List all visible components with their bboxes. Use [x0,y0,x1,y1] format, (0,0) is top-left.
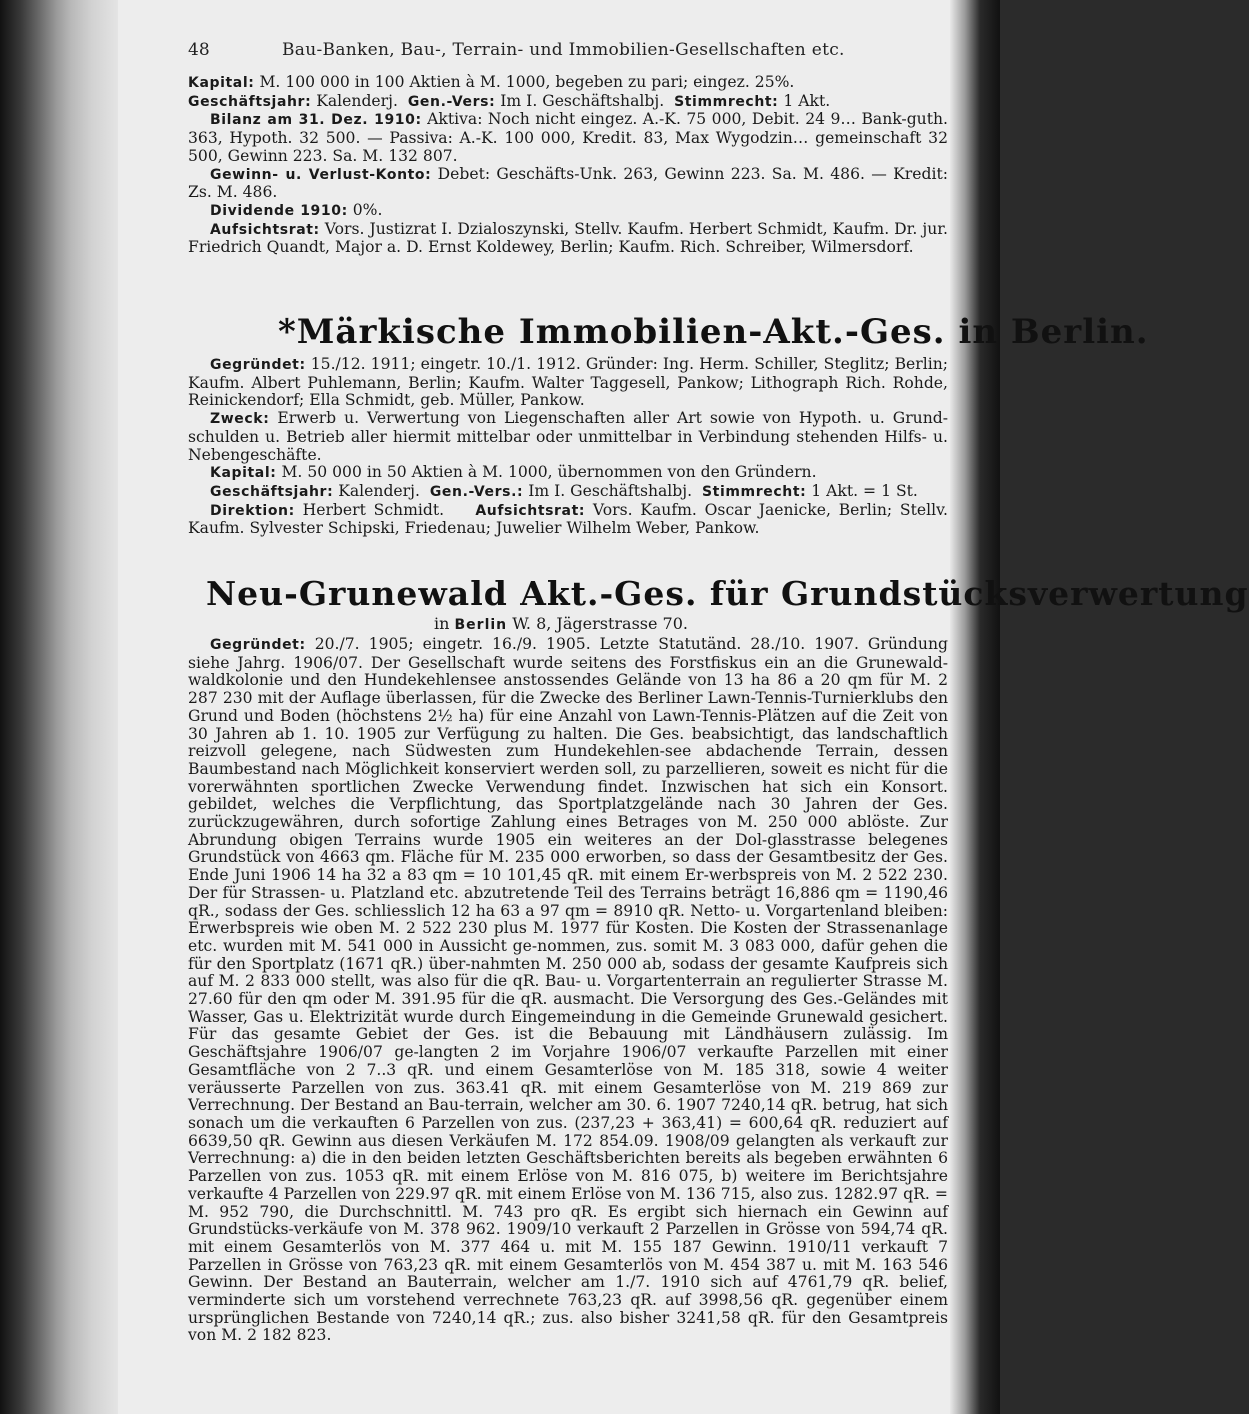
company-address [434,614,688,633]
scan-shadow-right [950,0,1000,1414]
kapital-paragraph [188,464,948,483]
aufsichtsrat-label: Aufsichtsrat: [210,221,320,238]
stimmrecht-label: Stimmrecht: [674,93,779,110]
neu-grunewald-block [188,636,948,1345]
kapital-line [188,74,948,93]
zweck-paragraph [188,410,948,464]
geschaeftsjahr-label: Geschäftsjahr: [188,93,312,110]
genvers-text: Im I. Geschäftshalbj. [500,91,665,110]
running-title: Bau-Banken, Bau-, Terrain- und Immobilien-Gesellschaften etc. [282,40,845,60]
company-history-text: 20./7. 1905; eingetr. 16./9. 1905. Letzte Statutänd. 28./10. 1907. Gründung siehe Jahrg. 1906/07. Der Gesellschaft wurde seitens des Forstfiskus ein an die Grunewald-waldkolonie und den Hundekehlensee anstossendes Gelände von 13 ha 86 a 20 qm für M. 2 287 230 mit der Auflage überlassen, für die Zwecke des Berliner Lawn-Tennis-Turnierklubs den Grund und Boden (höchstens 2½ ha) für eine Anzahl von Lawn-Tennis-Plätzen auf die Zeit von 30 Jahren ab 1. 10. 1905 zur Verfügung zu halten. Die Ges. beabsichtigt, das landschaftlich reizvoll gelegene, nach Südwesten zum Hundekehlen-see abdachende Terrain, dessen Baumbestand nach Möglichkeit konserviert werden soll, zu parzellieren, soweit es nicht für die vorerwähnten sportlichen Zwecke Verwendung findet. Inzwischen hat sich ein Konsort. gebildet, welches die Verpflichtung, das Sportplatzgelände nach 30 Jahren der Ges. zurückzugewähren, durch sofortige Zahlung eines Betrages von M. 250 000 ablöste. Zur Abrundung obigen Terrains wurde 1905 ein weiteres an der Dol-glasstrasse belegenes Grundstück von 4663 qm. Fläche für M. 235 000 erworben, so dass der Gesamtbesitz der Ges. Ende Juni 1906 14 ha 32 a 83 qm = 10 101,45 qR. mit einem Er-werbspreis von M. 2 522 230. Der für Strassen- u. Platzland etc. abzutretende Teil des Terrains beträgt 16,886 qm = 1190,46 qR., sodass der Ges. schliesslich 12 ha 63 a 97 qm = 8910 qR. Netto- u. Vorgartenland bleiben: Erwerbspreis wie oben M. 2 522 230 plus M. 1977 für Kosten. Die Kosten der Strassenanlage etc. wurden mit M. 541 000 in Aussicht ge-nommen, zus. somit M. 3 083 000, dafür gehen die für den Sportplatz (1671 qR.) über-nahmten M. 250 000 ab, sodass der gesamte Kaufpreis sich auf M. 2 833 000 stellt, was also für die qR. Bau- u. Vorgartenterrain an regulierter Strasse M. 27.60 für den qm oder M. 391.95 für die qR. ausmacht. Die Versorgung des Ges.-Geländes mit Wasser, Gas u. Elektrizität wurde durch Eingemeindung in die Gemeinde Grunewald gesichert. Für das gesamte Gebiet der Ges. ist die Bebauung mit Ländhäusern zulässig. Im Geschäftsjahre 1906/07 ge-langten 2 im Vorjahre 1906/07 verkaufte Parzellen mit einer Gesamtfläche von 2 7..3 qR. und einem Gesamterlöse von M. 185 318, sowie 4 weiter veräusserte Parzellen von zus. 363.41 qR. mit einem Gesamterlöse von M. 219 869 zur Verrechnung. Der Bestand an Bau-terrain, welcher am 30. 6. 1907 7240,14 qR. betrug, hat sich sonach um die verkauften 6 Parzellen von zus. (237,23 + 363,41) = 600,64 qR. reduziert auf 6639,50 qR. Gewinn aus diesen Verkäufen M. 172 854.09. 1908/09 gelangten als verkauft zur Verrechnung: a) die in den beiden letzten Geschäftsberichten bereits als begeben erwähnten 6 Parzellen von zus. 1053 qR. mit einem Erlöse von M. 816 075, b) weitere im Berichtsjahre verkaufte 4 Parzellen von 229.97 qR. mit einem Erlöse von M. 136 715, also zus. 1282.97 qR. = M. 952 790, die Durchschnittl. M. 743 pro qR. Es ergibt sich hiernach ein Gewinn auf Grundstücks-verkäufe von M. 378 962. 1909/10 verkauft 2 Parzellen in Grösse von 594,74 qR. mit einem Gesamterlös von M. 377 464 u. mit M. 155 187 Gewinn. 1910/11 verkauft 7 Parzellen in Grösse von 763,23 qR. mit einem Gesamterlös von M. 454 387 u. mit M. 163 546 Gewinn. Der Bestand an Bauterrain, welcher am 1./7. 1910 sich auf 4761,79 qR. belief, verminderte sich um vorstehend verrechnete 763,23 qR. auf 3998,56 qR. gegenüber einem ursprünglichen Bestande von 7240,14 qR.; zus. also bisher 3241,58 qR. für den Gesamtpreis von M. 2 182 823. [188,635,948,1345]
company-title-maerkische: *Märkische Immobilien-Akt.-Ges. in Berlin. [278,312,1149,352]
bilanz-paragraph [188,111,948,165]
address-city: Berlin [454,617,508,633]
direktion-text: Herbert Schmidt. [302,500,445,519]
aufsichtsrat-label: Aufsichtsrat: [475,502,586,519]
zweck-text: Erwerb u. Verwertung von Liegenschaften aller Art sowie von Hypoth. u. Grund-schulden u. Betrieb aller hiermit mittelbar oder unmittelbar in Verbindung stehenden Hilfs- u. Nebengeschäfte. [188,409,948,464]
geschaeftsjahr-text: Kalenderj. [338,481,420,500]
guv-text: Debet: Geschäfts-Unk. 263, Gewinn 223. Sa. M. 486. — Kredit: Zs. M. 486. [188,164,948,202]
direktion-paragraph [188,502,948,538]
bilanz-label: Bilanz am 31. Dez. 1910: [210,112,422,129]
aufsichtsrat-text: Vors. Justizrat I. Dzialoszynski, Stellv. Kaufm. Herbert Schmidt, Kaufm. Dr. jur. Friedrich Quandt, Major a. D. Ernst Koldewey, Berlin; Kaufm. Rich. Schreiber, Wilmersdorf. [188,219,948,257]
dividende-text: 0%. [352,200,383,219]
previous-company-block [188,74,948,257]
gegruendet-text: 15./12. 1911; eingetr. 10./1. 1912. Gründer: Ing. Herm. Schiller, Steglitz; Berlin; Kaufm. Albert Puhlemann, Berlin; Kaufm. Walter Taggesell, Pankow; Lithograph Rich. Rohde, Reinickendorf; Ella Schmidt, geb. Müller, Pankow. [188,355,948,410]
guv-paragraph [188,166,948,202]
stimmrecht-text: 1 Akt. [783,91,831,110]
page-number: 48 [188,40,210,60]
gegruendet-label: Gegründet: [210,637,306,653]
geschaeftsjahr-text: Kalenderj. [316,91,398,110]
meta-paragraph [188,483,948,502]
geschaeftsjahr-label: Geschäftsjahr: [210,483,334,500]
aufsichtsrat-text: Vors. Kaufm. Oscar Jaenicke, Berlin; Stellv. Kaufm. Sylvester Schipski, Friedenau; Juwelier Wilhelm Weber, Pankow. [188,500,948,538]
kapital-text: M. 50 000 in 50 Aktien à M. 1000, übernommen von den Gründern. [281,463,817,482]
bilanz-text: Aktiva: Noch nicht eingez. A.-K. 75 000, Debit. 24 9… Bank-guth. 363, Hypoth. 32 500. — Passiva: A.-K. 100 000, Kredit. 83, Max Wygodzin… gemeinschaft 32 500, Gewinn 223. Sa. M. 132 807. [188,110,948,165]
address-street: W. 8, Jägerstrasse 70. [512,614,688,633]
direktion-label: Direktion: [210,502,295,519]
stimmrecht-label: Stimmrecht: [702,483,807,500]
stimmrecht-text: 1 Akt. = 1 St. [811,481,918,500]
genvers-label: Gen.-Vers: [407,93,496,110]
genvers-label: Gen.-Vers.: [429,483,524,500]
kapital-label: Kapital: [188,75,255,91]
dividende-paragraph [188,202,948,221]
kapital-text: M. 100 000 in 100 Aktien à M. 1000, begeben zu pari; eingez. 25%. [259,73,795,91]
gegruendet-paragraph [188,356,948,410]
page-header [188,40,916,60]
address-in: in [434,614,450,633]
scan-shadow-left [0,0,118,1414]
dividende-label: Dividende 1910: [210,202,348,219]
meta-line [188,93,948,112]
gegruendet-label: Gegründet: [210,357,306,373]
guv-label: Gewinn- u. Verlust-Konto: [210,166,432,183]
company-title-neu-grunewald: Neu-Grunewald Akt.-Ges. für Grundstücksverwertung [206,574,1249,613]
genvers-text: Im I. Geschäftshalbj. [528,481,693,500]
book-page [118,0,1249,1414]
kapital-label: Kapital: [210,465,277,482]
aufsichtsrat-paragraph [188,221,948,257]
maerkische-block [188,356,948,538]
zweck-label: Zweck: [210,411,270,428]
gegruendet-paragraph [188,636,948,1345]
